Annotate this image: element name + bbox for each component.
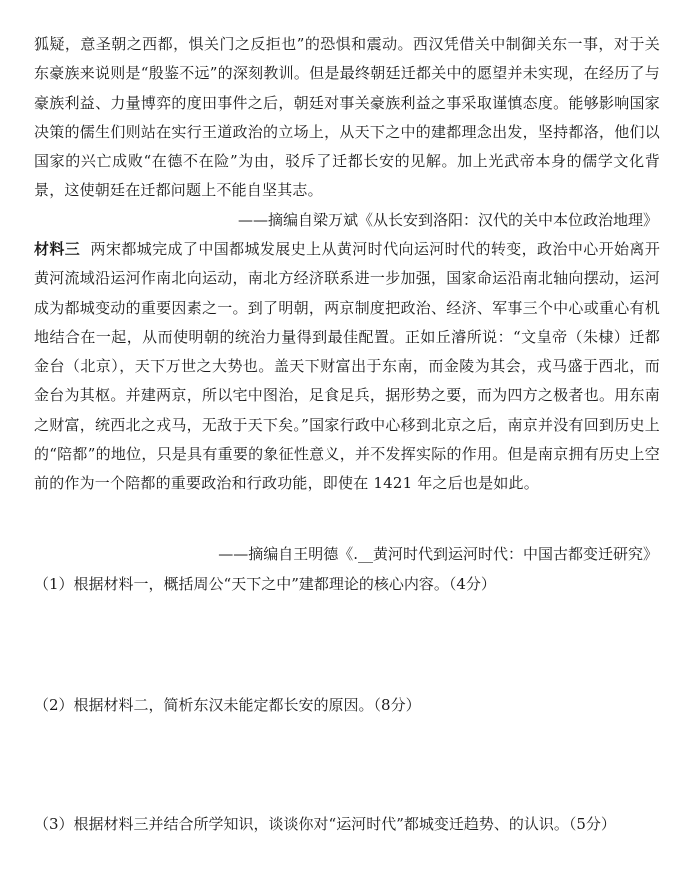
material3-paragraph: [34, 235, 660, 499]
question-2: （2）根据材料二，简析东汉未能定都长安的原因。（8分）: [34, 696, 421, 714]
material3-text: 两宋都城完成了中国都城发展史上从黄河时代向运河时代的转变，政治中心开始离开黄河流域沿运河作南北向运动，南北方经济联系进一步加强，国家命运沿南北轴向摆动，运河成为都城变动的重要因素之一。到了明朝，两京制度把政治、经济、军事三个中心或重心有机地结合在一起，从而使明朝的统治力量得到最佳配置。正如丘濬所说：“文皇帝（朱棣）迁都金台（北京），天下万世之大势也。盖天下财富出于东南，而金陵为其会，戎马盛于西北，而金台为其枢。并建两京，所以宅中图治，足食足兵，据形势之要，而为四方之极者也。用东南之财富，统西北之戎马，无敌于天下矣。”国家行政中心移到北京之后，南京并没有回到历史上的“陪都”的地位，只是具有重要的象征性意义，并不发挥实际的作用。但是南京拥有历史上空前的作为一个陪都的重要政治和行政功能，即使在 1421 年之后也是如此。: [34, 240, 661, 493]
material3-label: 材料三: [34, 240, 81, 258]
material2-paragraph: 狐疑，意圣朝之西都，惧关门之反拒也”的恐惧和震动。西汉凭借关中制御关东一事，对于关东豪族来说则是“殷鉴不远”的深刻教训。但是最终朝廷迁都关中的愿望并未实现，在经历了与豪族利益、力量博弈的度田事件之后，朝廷对事关豪族利益之事采取谨慎态度。能够影响国家决策的儒生们则站在实行王道政治的立场上，从天下之中的建都理念出发，坚持都洛，他们以国家的兴亡成败“在德不在险”为由，驳斥了迁都长安的见解。加上光武帝本身的儒学文化背景，这使朝廷在迁都问题上不能自坚其志。: [34, 35, 660, 200]
material3-source: ——摘编自王明德《.__黄河时代到运河时代：中国古都变迁研究》: [218, 545, 658, 563]
question-1: （1）根据材料一，概括周公“天下之中”建都理论的核心内容。（4分）: [34, 575, 496, 593]
question-3: （3）根据材料三并结合所学知识，谈谈你对“运河时代”都城变迁趋势、的认识。（5分）: [34, 815, 616, 833]
material2-source: ——摘编自梁万斌《从长安到洛阳：汉代的关中本位政治地理》: [237, 211, 658, 229]
